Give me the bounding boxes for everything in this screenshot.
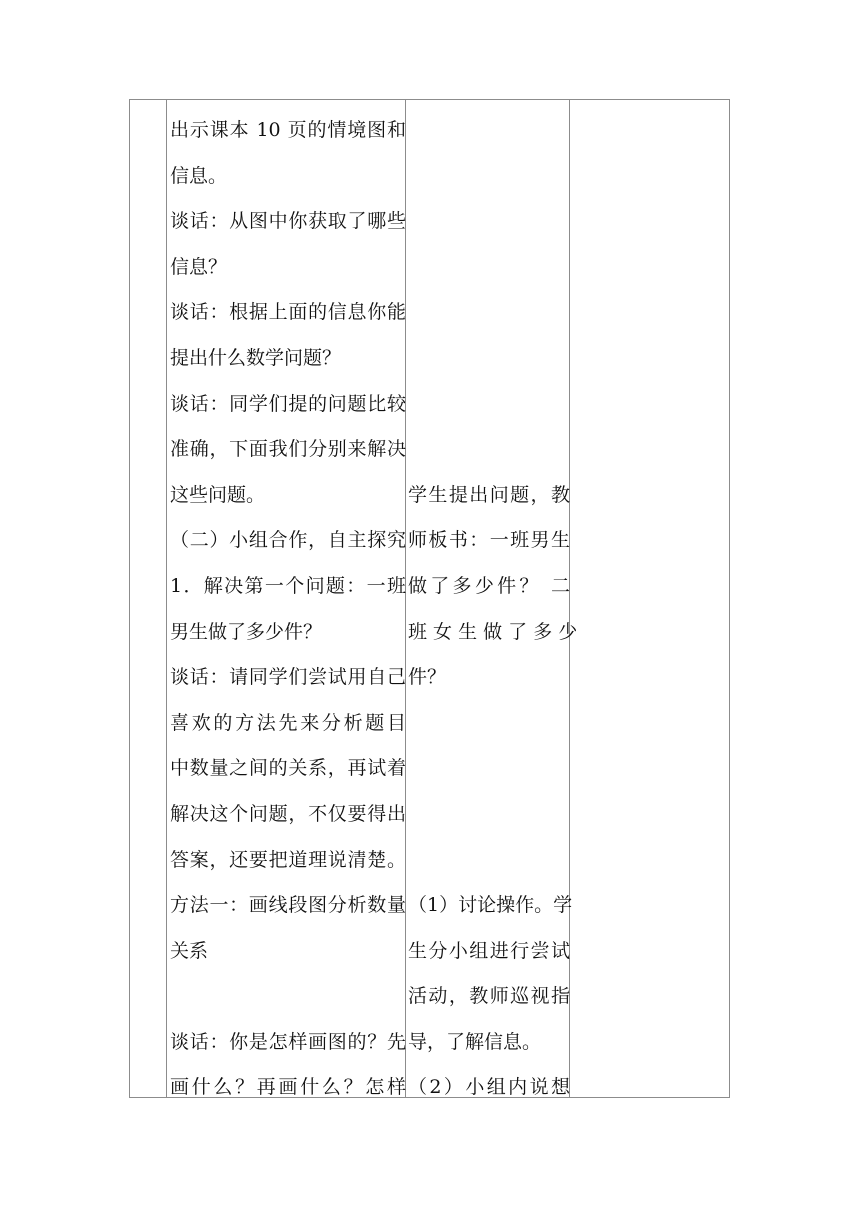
text-line: 做了多少件？ 二	[408, 574, 570, 597]
text-line: 谈话：从图中你获取了哪些	[170, 210, 406, 233]
text-line: 方法一：画线段图分析数量	[170, 894, 406, 917]
text-line: 关系	[170, 939, 209, 962]
text-line: 师板书：一班男生	[408, 529, 570, 552]
text-line: 信息？	[170, 255, 228, 278]
table-column-divider	[166, 99, 167, 1098]
text-line: （2）小组内说想	[408, 1076, 570, 1099]
text-line: 谈话：你是怎样画图的？先	[170, 1030, 406, 1053]
text-line: 班 女 生 做 了 多 少	[408, 620, 578, 643]
text-line: 男生做了多少件？	[170, 620, 323, 643]
text-line: 谈话：请同学们尝试用自己	[170, 666, 406, 689]
text-line: 答案，还要把道理说清楚。	[170, 848, 406, 871]
text-line: 出示课本 10 页的情境图和	[170, 119, 406, 141]
text-line: （1）讨论操作。学	[408, 894, 573, 917]
text-line: 解决这个问题，不仅要得出	[170, 802, 406, 825]
teacher-activity-column	[170, 108, 406, 1111]
text-line: 1．解决第一个问题：一班	[170, 574, 406, 597]
text-line: 谈话：同学们提的问题比较	[170, 392, 406, 415]
text-line: 喜欢的方法先来分析题目	[170, 711, 406, 734]
text-line: 准确，下面我们分别来解决	[170, 438, 406, 461]
text-line: 这些问题。	[170, 483, 266, 506]
text-line: 信息。	[170, 164, 228, 187]
text-line: 学生提出问题，教	[408, 483, 570, 506]
text-line: 导，了解信息。	[408, 1030, 542, 1053]
section-heading: （二）小组合作，自主探究	[170, 529, 406, 552]
text-line: 件？	[408, 666, 447, 689]
text-line: 谈话：根据上面的信息你能	[170, 301, 406, 324]
student-activity-column	[408, 108, 578, 1111]
text-line: 提出什么数学问题？	[170, 346, 342, 369]
text-line: 画什么？再画什么？怎样	[170, 1076, 406, 1099]
blank-line	[170, 974, 406, 1020]
text-line: 中数量之间的关系，再试着	[170, 757, 406, 780]
text-line: 生分小组进行尝试	[408, 939, 570, 962]
text-line: 活动，教师巡视指	[408, 985, 570, 1008]
